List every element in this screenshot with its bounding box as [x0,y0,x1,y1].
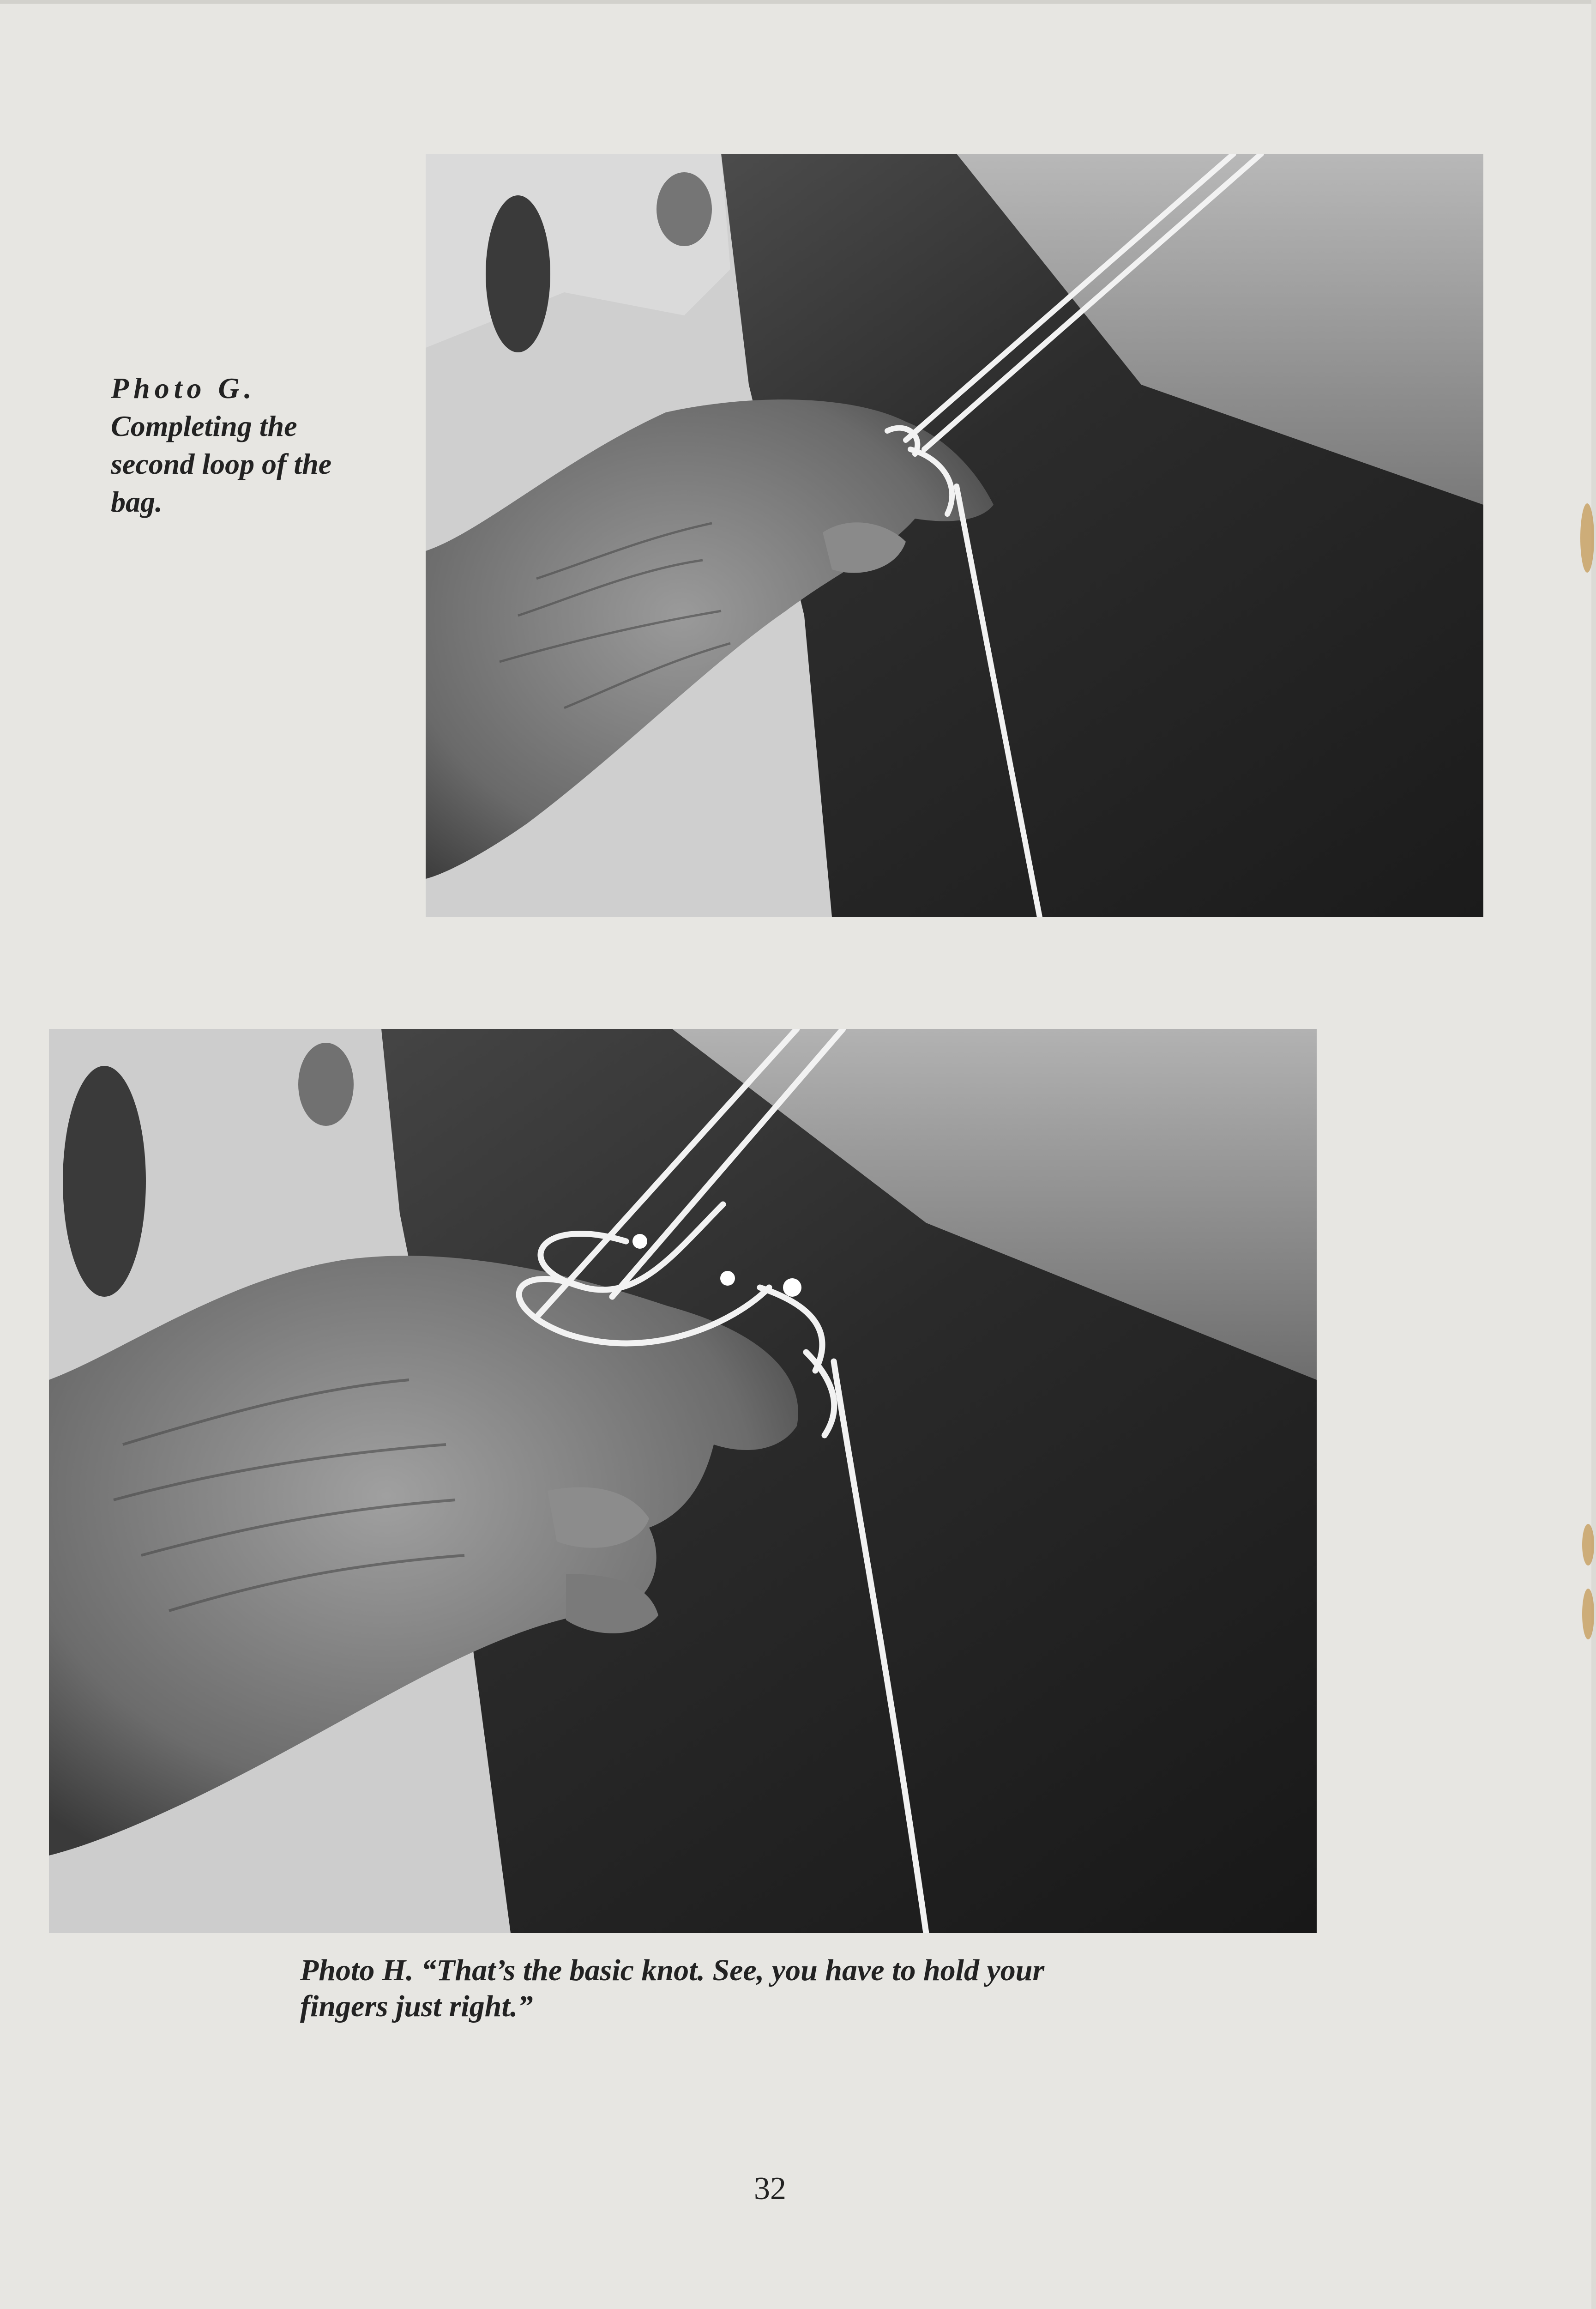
page-edge [1591,0,1596,2309]
photo-h-caption [300,1952,1186,2025]
photo-h-image [49,1029,1317,1933]
photo-g [426,154,1483,917]
paper-stain [1582,1589,1594,1639]
photo-h [49,1029,1317,1933]
paper-stain [1580,503,1594,573]
caption-line: Photo H. “That’s the basic knot. See, you have to hold your [300,1953,1045,1987]
page-number: 32 [754,2171,786,2206]
photo-g-image [426,154,1483,917]
caption-line: Completing the [111,410,297,442]
paper-stain [1582,1524,1594,1566]
caption-line: second loop of the [111,447,332,480]
page-edge [0,0,1596,4]
caption-line: Photo G. [111,372,256,405]
caption-line: bag. [111,485,163,518]
photo-g-caption [111,369,360,521]
caption-line: fingers just right.” [300,1989,533,2023]
